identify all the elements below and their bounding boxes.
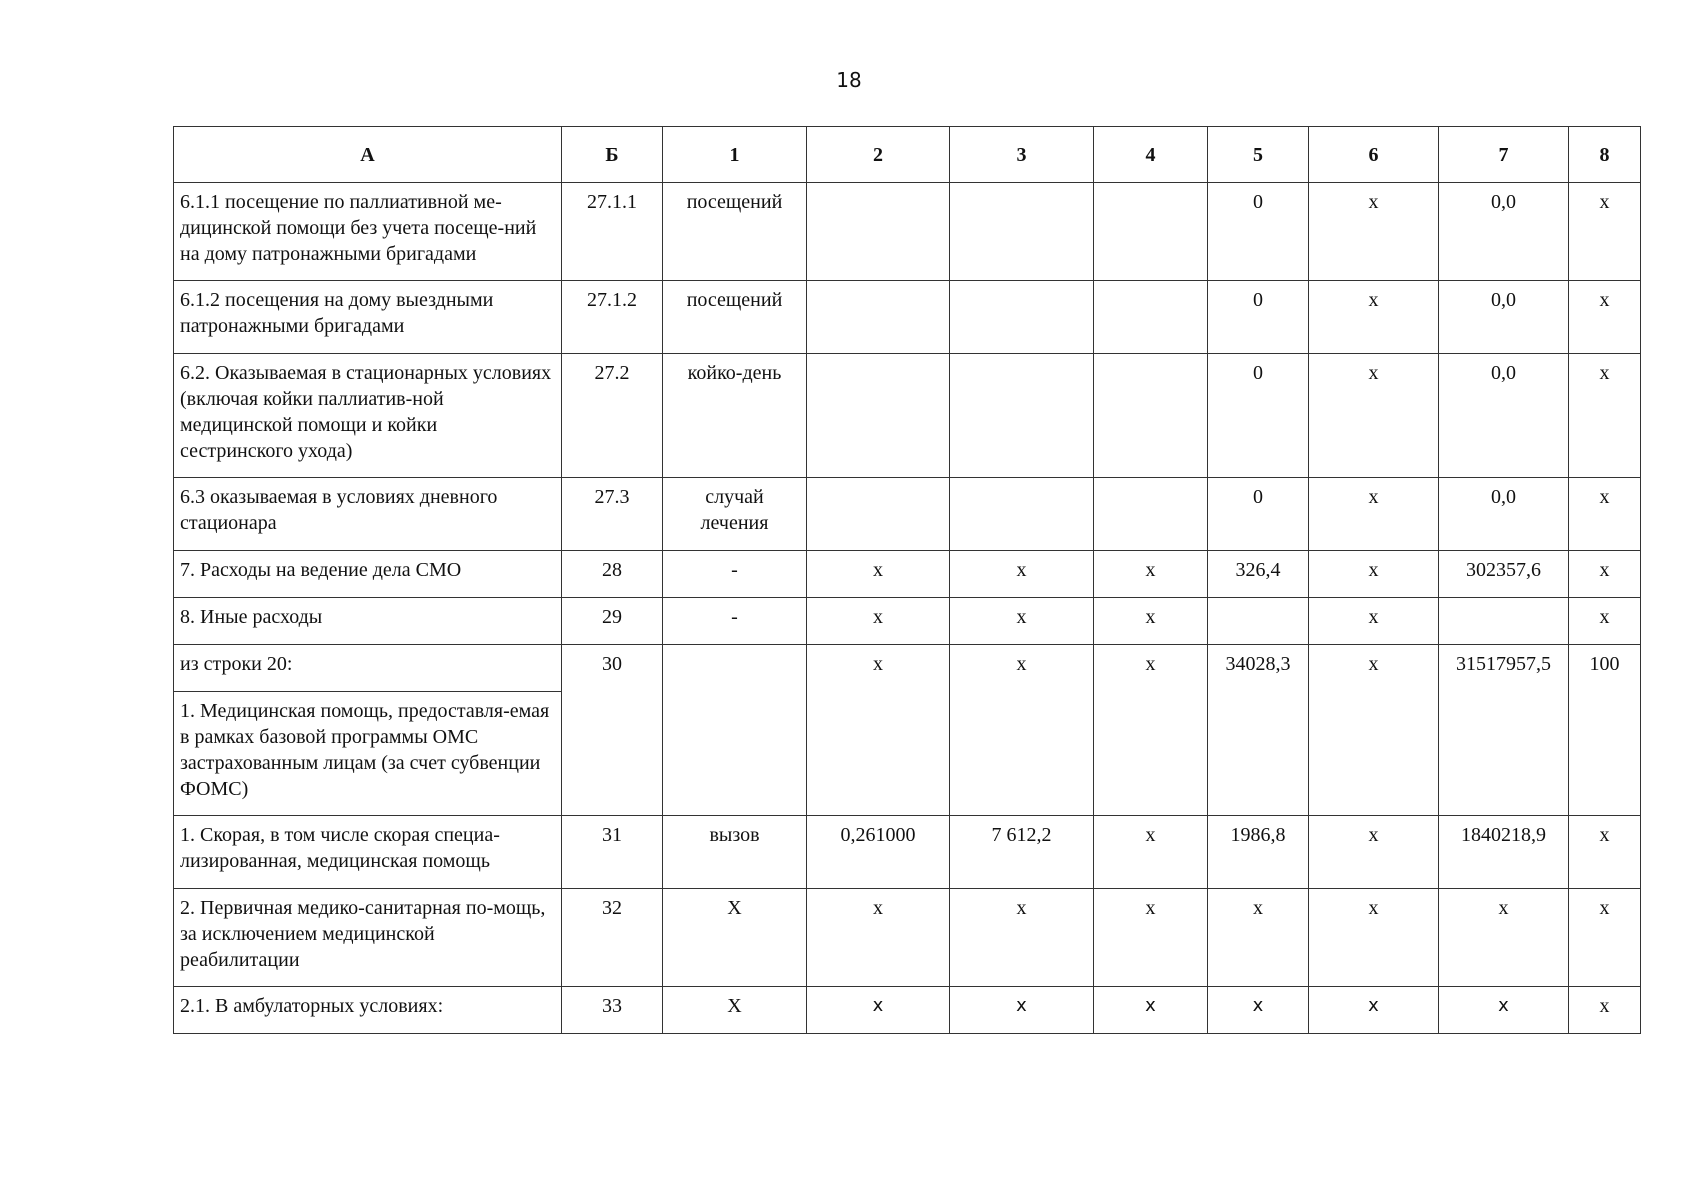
row-unit-cell: вызов	[663, 816, 807, 889]
row-unit-cell: Х	[663, 987, 807, 1034]
page-number: 18	[836, 68, 862, 92]
col7-cell: х	[1439, 889, 1569, 987]
col3-cell: х	[950, 551, 1094, 598]
table-row	[174, 183, 1641, 281]
col8-cell: х	[1569, 889, 1641, 987]
col3-cell: x	[950, 987, 1094, 1034]
header-cell: А	[174, 127, 562, 183]
row-code-cell: 27.1.2	[562, 281, 663, 354]
col3-cell	[950, 281, 1094, 354]
col6-cell: х	[1309, 816, 1439, 889]
header-cell: 4	[1094, 127, 1208, 183]
col3-cell: х	[950, 645, 1094, 816]
col8-cell: 100	[1569, 645, 1641, 816]
row-code-cell: 33	[562, 987, 663, 1034]
header-cell: Б	[562, 127, 663, 183]
col7-cell: 1840218,9	[1439, 816, 1569, 889]
table-row	[174, 645, 1641, 692]
col3-cell	[950, 354, 1094, 478]
header-cell: 5	[1208, 127, 1309, 183]
header-cell: 2	[807, 127, 950, 183]
row-unit-cell: -	[663, 551, 807, 598]
col4-cell: x	[1094, 987, 1208, 1034]
row-code-cell: 27.1.1	[562, 183, 663, 281]
row-code-cell: 32	[562, 889, 663, 987]
col3-cell	[950, 478, 1094, 551]
row-name-cell: 6.1.2 посещения на дому выездными патронажными бригадами	[174, 281, 562, 354]
row-unit-cell: койко-день	[663, 354, 807, 478]
row-unit-cell: посещений	[663, 183, 807, 281]
col4-cell	[1094, 354, 1208, 478]
col8-cell: х	[1569, 816, 1641, 889]
col7-cell: x	[1439, 987, 1569, 1034]
row-code-cell: 27.2	[562, 354, 663, 478]
col5-cell: 0	[1208, 478, 1309, 551]
col6-cell: х	[1309, 183, 1439, 281]
col6-cell: х	[1309, 354, 1439, 478]
row-name-cell: 2.1. В амбулаторных условиях:	[174, 987, 562, 1034]
col2-cell: х	[807, 645, 950, 816]
table-row	[174, 551, 1641, 598]
col8-cell: х	[1569, 354, 1641, 478]
col5-cell: х	[1208, 889, 1309, 987]
table-row	[174, 281, 1641, 354]
header-cell: 6	[1309, 127, 1439, 183]
col5-cell: 34028,3	[1208, 645, 1309, 816]
col7-cell: 0,0	[1439, 354, 1569, 478]
col7-cell: 31517957,5	[1439, 645, 1569, 816]
row-code-cell: 30	[562, 645, 663, 816]
col5-cell	[1208, 598, 1309, 645]
col2-cell: x	[807, 987, 950, 1034]
col5-cell: 1986,8	[1208, 816, 1309, 889]
col3-cell	[950, 183, 1094, 281]
row-name-cell: 2. Первичная медико-санитарная по-мощь, за исключением медицинской реабилитации	[174, 889, 562, 987]
col3-cell: х	[950, 598, 1094, 645]
col6-cell: х	[1309, 281, 1439, 354]
row-name-cell: 1. Медицинская помощь, предоставля-емая в рамках базовой программы ОМС застрахованным лицам (за счет субвенции ФОМС)	[174, 692, 562, 816]
row-name-cell: 6.3 оказываемая в условиях дневного стационара	[174, 478, 562, 551]
row-name-cell: 7. Расходы на ведение дела СМО	[174, 551, 562, 598]
header-cell: 7	[1439, 127, 1569, 183]
col7-cell: 0,0	[1439, 281, 1569, 354]
col8-cell: х	[1569, 478, 1641, 551]
table-row	[174, 889, 1641, 987]
header-row	[174, 127, 1641, 183]
col2-cell	[807, 478, 950, 551]
col5-cell: 0	[1208, 281, 1309, 354]
col2-cell	[807, 281, 950, 354]
table-row	[174, 354, 1641, 478]
col4-cell: х	[1094, 889, 1208, 987]
col2-cell: х	[807, 551, 950, 598]
row-code-cell: 27.3	[562, 478, 663, 551]
row-unit-cell: Х	[663, 889, 807, 987]
data-table	[173, 126, 1641, 1034]
header-cell: 8	[1569, 127, 1641, 183]
table-row	[174, 816, 1641, 889]
table-row	[174, 987, 1641, 1034]
row-code-cell: 28	[562, 551, 663, 598]
col6-cell: х	[1309, 889, 1439, 987]
col7-cell	[1439, 598, 1569, 645]
row-unit-cell: -	[663, 598, 807, 645]
col4-cell	[1094, 478, 1208, 551]
header-cell: 1	[663, 127, 807, 183]
col5-cell: x	[1208, 987, 1309, 1034]
col8-cell: х	[1569, 183, 1641, 281]
row-unit-cell	[663, 645, 807, 816]
row-name-cell: 6.2. Оказываемая в стационарных условиях (включая койки паллиатив-ной медицинской помощи и койки сестринского ухода)	[174, 354, 562, 478]
col3-cell: х	[950, 889, 1094, 987]
col2-cell: 0,261000	[807, 816, 950, 889]
table-row	[174, 478, 1641, 551]
row-name-cell: 8. Иные расходы	[174, 598, 562, 645]
col4-cell: х	[1094, 816, 1208, 889]
col3-cell: 7 612,2	[950, 816, 1094, 889]
col4-cell: х	[1094, 645, 1208, 816]
col2-cell: х	[807, 889, 950, 987]
row-code-cell: 29	[562, 598, 663, 645]
row-name-cell: 1. Скорая, в том числе скорая специа-лизированная, медицинская помощь	[174, 816, 562, 889]
col5-cell: 0	[1208, 183, 1309, 281]
col2-cell	[807, 354, 950, 478]
col6-cell: х	[1309, 598, 1439, 645]
col8-cell: х	[1569, 987, 1641, 1034]
col6-cell: x	[1309, 987, 1439, 1034]
col5-cell: 0	[1208, 354, 1309, 478]
col8-cell: х	[1569, 598, 1641, 645]
row-name-cell: 6.1.1 посещение по паллиативной ме-дицинской помощи без учета посеще-ний на дому патронажными бригадами	[174, 183, 562, 281]
col2-cell: х	[807, 598, 950, 645]
col6-cell: х	[1309, 645, 1439, 816]
col6-cell: х	[1309, 551, 1439, 598]
col7-cell: 0,0	[1439, 478, 1569, 551]
table-row	[174, 598, 1641, 645]
row-unit-cell: случай лечения	[663, 478, 807, 551]
col4-cell: х	[1094, 598, 1208, 645]
row-name-cell: из строки 20:	[174, 645, 562, 692]
col6-cell: х	[1309, 478, 1439, 551]
col2-cell	[807, 183, 950, 281]
row-unit-cell: посещений	[663, 281, 807, 354]
row-code-cell: 31	[562, 816, 663, 889]
col8-cell: х	[1569, 551, 1641, 598]
col8-cell: х	[1569, 281, 1641, 354]
col7-cell: 302357,6	[1439, 551, 1569, 598]
col5-cell: 326,4	[1208, 551, 1309, 598]
col4-cell: х	[1094, 551, 1208, 598]
col4-cell	[1094, 281, 1208, 354]
header-cell: 3	[950, 127, 1094, 183]
col7-cell: 0,0	[1439, 183, 1569, 281]
col4-cell	[1094, 183, 1208, 281]
